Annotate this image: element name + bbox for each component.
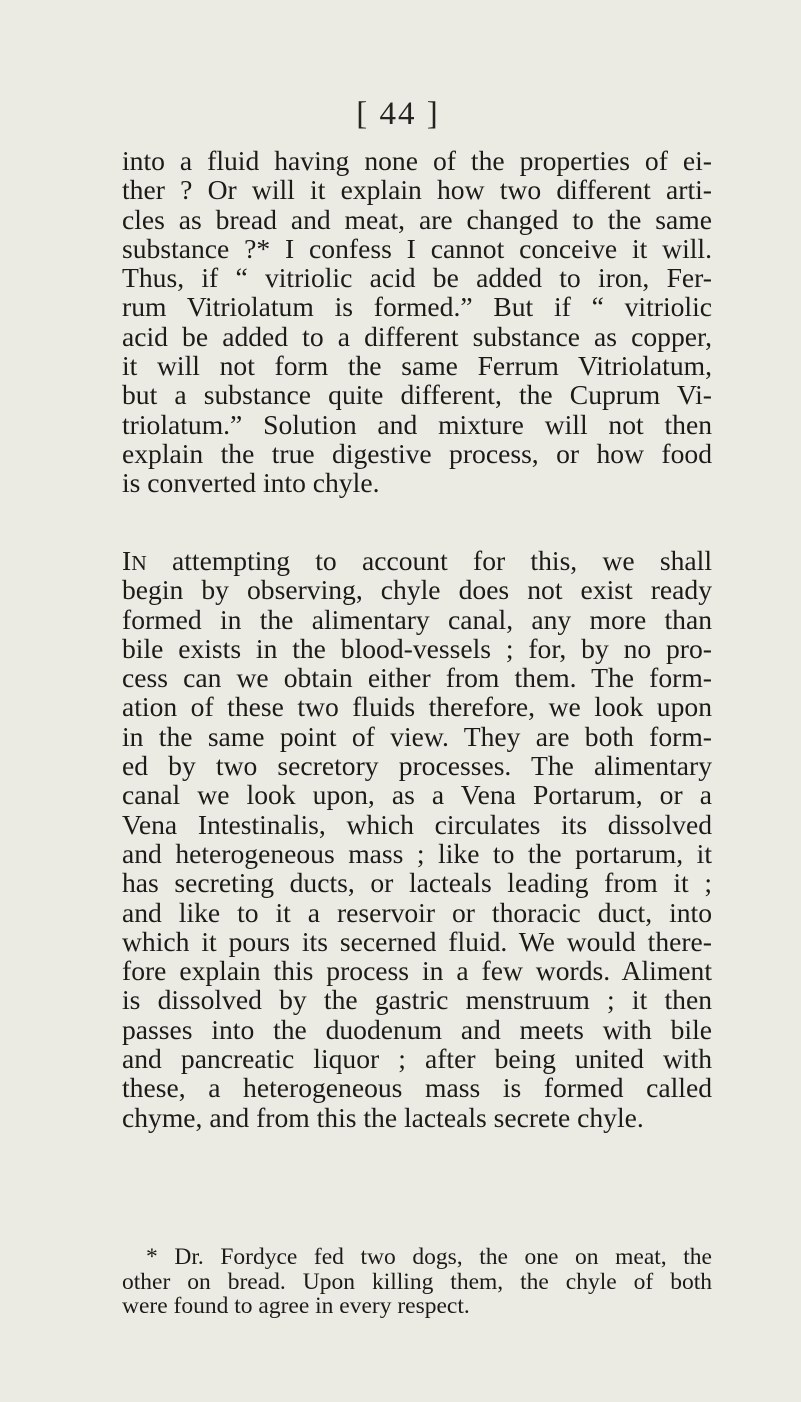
paragraph-line: explain the true digestive process, or how food	[122, 437, 712, 469]
paragraph-line: is converted into chyle.	[122, 467, 380, 499]
paragraph-2	[122, 546, 712, 1132]
paragraph-line: fore explain this process in a few words. Aliment	[122, 955, 712, 987]
paragraph-line: rum Vitriolatum is formed.” But if “ vitriolic	[122, 291, 712, 323]
paragraph-line: and heterogeneous mass ; like to the portarum, it	[122, 837, 712, 869]
footnote-line: * Dr. Fordyce fed two dogs, the one on meat, the	[146, 1244, 712, 1270]
paragraph-line: has secreting ducts, or lacteals leading from it ;	[122, 867, 712, 899]
paragraph-line: bile exists in the blood-vessels ; for, by no pro-	[122, 632, 712, 664]
footnote-line: were found to agree in every respect.	[122, 1293, 470, 1319]
paragraph-line: and pancreatic liquor ; after being united with	[122, 1043, 712, 1075]
paragraph-line: Vena Intestinalis, which circulates its dissolved	[122, 808, 712, 840]
footnote	[122, 1245, 712, 1319]
paragraph-line: cess can we obtain either from them. The form-	[122, 662, 712, 694]
paragraph-line: these, a heterogeneous mass is formed called	[122, 1072, 712, 1104]
paragraph-line: into a fluid having none of the properties of ei-	[122, 145, 712, 176]
paragraph-line: canal we look upon, as a Vena Portarum, or a	[122, 779, 712, 811]
footnote-line: other on bread. Upon killing them, the chyle of both	[122, 1268, 712, 1295]
paragraph-line: is dissolved by the gastric menstruum ; it then	[122, 984, 712, 1016]
paragraph-line: substance ?* I confess I cannot conceive it will.	[122, 232, 712, 264]
paragraph-line: chyme, and from this the lacteals secrete chyle.	[122, 1101, 644, 1133]
paragraph-1	[122, 146, 712, 498]
paragraph-line: formed in the alimentary canal, any more than	[122, 603, 712, 635]
paragraph-line: passes into the duodenum and meets with bile	[122, 1013, 712, 1045]
paragraph-line: Thus, if “ vitriolic acid be added to iron, Fer-	[122, 262, 712, 294]
paragraph-line: ed by two secretory processes. The alimentary	[122, 750, 712, 782]
paragraph-line: ther ? Or will it explain how two different arti-	[122, 174, 712, 206]
paragraph-line: cles as bread and meat, are changed to the same	[122, 203, 712, 235]
paragraph-line: it will not form the same Ferrum Vitriolatum,	[122, 350, 712, 382]
paragraph-line: ation of these two fluids therefore, we look upon	[122, 691, 712, 723]
paragraph-line: begin by observing, chyle does not exist ready	[122, 574, 712, 606]
page-number: [ 44 ]	[356, 96, 440, 132]
paragraph-line: which it pours its secerned fluid. We would there-	[122, 925, 712, 957]
paragraph-line: triolatum.” Solution and mixture will not then	[122, 408, 712, 440]
paragraph-line: in the same point of view. They are both form-	[122, 720, 712, 752]
paragraph-line: IN attempting to account for this, we shall	[122, 545, 712, 576]
paragraph-line: and like to it a reservoir or thoracic duct, into	[122, 896, 712, 928]
paragraph-line: but a substance quite different, the Cuprum Vi-	[122, 379, 712, 411]
paragraph-line: acid be added to a different substance as copper,	[122, 320, 712, 352]
